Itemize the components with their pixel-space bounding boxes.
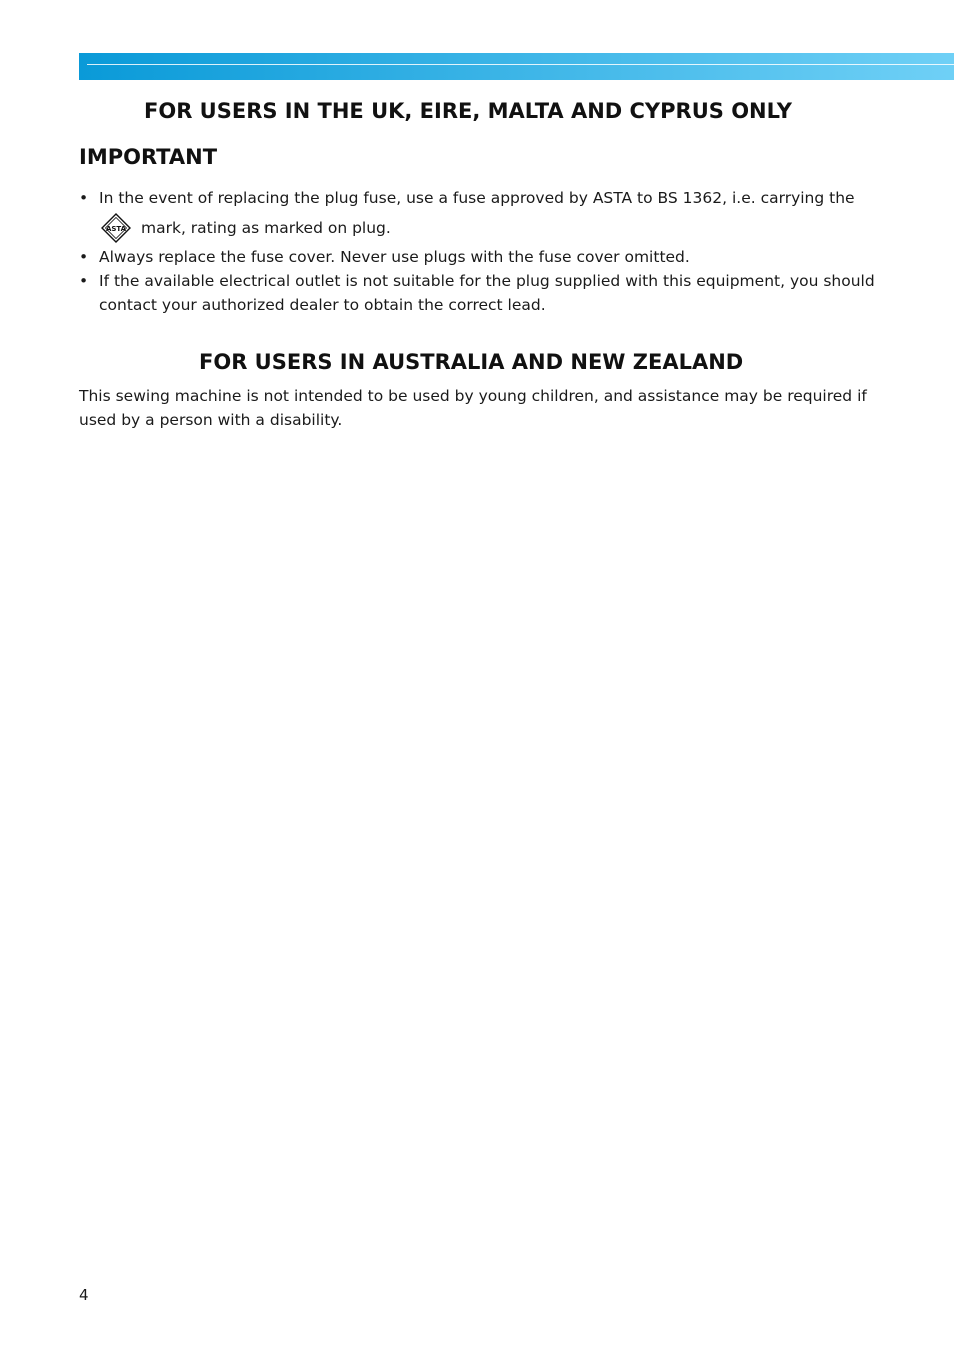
asta-mark-line [99,211,879,245]
bullet-dot: • [79,272,89,290]
header-rule [87,64,954,65]
list-item [79,186,879,245]
asta-approval-mark-icon [101,213,131,243]
list-item [79,245,879,269]
important-title: IMPORTANT [79,145,218,169]
bullet-dot: • [79,248,89,266]
list-item-text: If the available electrical outlet is not suitable for the plug supplied with this equipment, you should contact your authorized dealer to obtain the correct lead. [99,272,875,314]
section-title-uk: FOR USERS IN THE UK, EIRE, MALTA AND CYPRUS ONLY [144,99,792,123]
asta-mark-label: ASTA [105,225,127,233]
header-color-band [79,53,954,80]
australia-body-text: This sewing machine is not intended to be used by young children, and assistance may be required if used by a person with a disability. [79,387,867,429]
list-item-text: Always replace the fuse cover. Never use plugs with the fuse cover omitted. [99,248,690,266]
list-item [79,269,879,317]
section-title-australia: FOR USERS IN AUSTRALIA AND NEW ZEALAND [199,350,744,374]
list-item-text-after-mark: mark, rating as marked on plug. [141,219,391,237]
bullet-dot: • [79,189,89,207]
page-number: 4 [79,1286,89,1304]
list-item-text: In the event of replacing the plug fuse, use a fuse approved by ASTA to BS 1362, i.e. carrying the [99,189,855,207]
important-list [79,186,879,317]
